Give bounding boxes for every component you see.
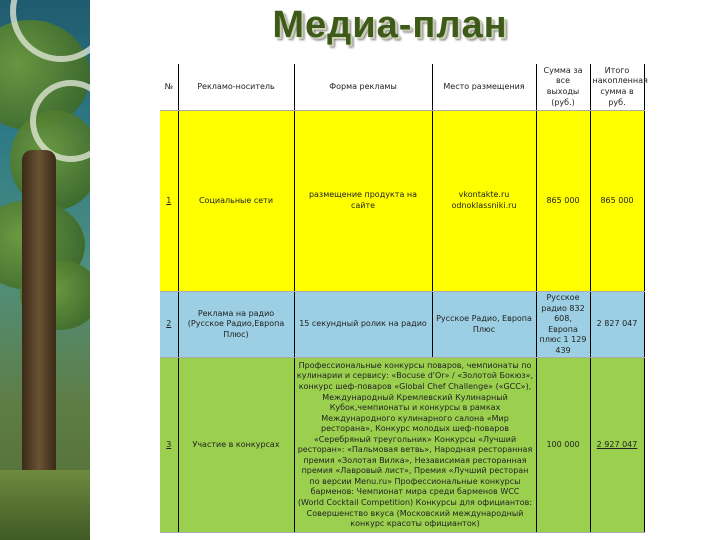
row-form: Профессиональные конкурсы поваров, чемпионаты по кулинарии и сервису: «Bocuse d'Or» / «Золотой Бокюз», конкурс шеф-поваров «Global Chef Challenge» («GCC»), Международный Кремлевский Кулинарный Кубок,чемпионаты и конкурсы в рамках Международного кулинарного салона «Мир ресторана», Конкурс молодых шеф-поваров «Серебряный треугольник» Конкурсы «Лучший ресторан»: «Пальмовая ветвь», Народная ресторанная премия «Золотая Вилка», Независимая ресторанная премия «Лавровый лист», Премия «Лучший ресторан по версии Menu.ru» Профессиональные конкурсы барменов: Чемпионат мира среди барменов WCC (World Cocktail Competition) Конкурсы для официантов: Совершенство вкуса (Московский международный конкурс красоты официанток)	[294, 358, 536, 533]
row-form: 15 секундный ролик на радио	[294, 292, 432, 358]
row-number: 3	[160, 358, 178, 533]
forest-decoration	[0, 0, 90, 540]
row-total: 2 827 047	[590, 292, 644, 358]
row-sum: 100 000	[536, 358, 590, 533]
table-row	[160, 292, 644, 358]
row-form: размещение продукта на сайте	[294, 111, 432, 292]
table-row	[160, 111, 644, 292]
row-number: 2	[160, 292, 178, 358]
row-total: 865 000	[590, 111, 644, 292]
row-carrier: Реклама на радио (Русское Радио,Европа Плюс)	[178, 292, 294, 358]
row-place: vkontakte.ru odnoklassniki.ru	[432, 111, 536, 292]
header-carrier: Рекламо-носитель	[178, 64, 294, 111]
header-total: Итого накопленная сумма в руб.	[590, 64, 644, 111]
row-place: Русское Радио, Европа Плюс	[432, 292, 536, 358]
row-sum: Русское радио 832 608, Европа плюс 1 129 439	[536, 292, 590, 358]
row-total: 2 927 047	[590, 358, 644, 533]
row-sum: 865 000	[536, 111, 590, 292]
grass-ground	[0, 470, 90, 540]
header-sum: Сумма за все выходы (руб.)	[536, 64, 590, 111]
table-header-row	[160, 64, 644, 111]
media-plan-table	[160, 64, 648, 533]
row-number: 1	[160, 111, 178, 292]
page-title: Медиа-план	[272, 4, 508, 46]
row-carrier: Участие в конкурсах	[178, 358, 294, 533]
table-row	[160, 358, 644, 533]
header-number: №	[160, 64, 178, 111]
row-carrier: Социальные сети	[178, 111, 294, 292]
header-place: Место размещения	[432, 64, 536, 111]
header-form: Форма рекламы	[294, 64, 432, 111]
